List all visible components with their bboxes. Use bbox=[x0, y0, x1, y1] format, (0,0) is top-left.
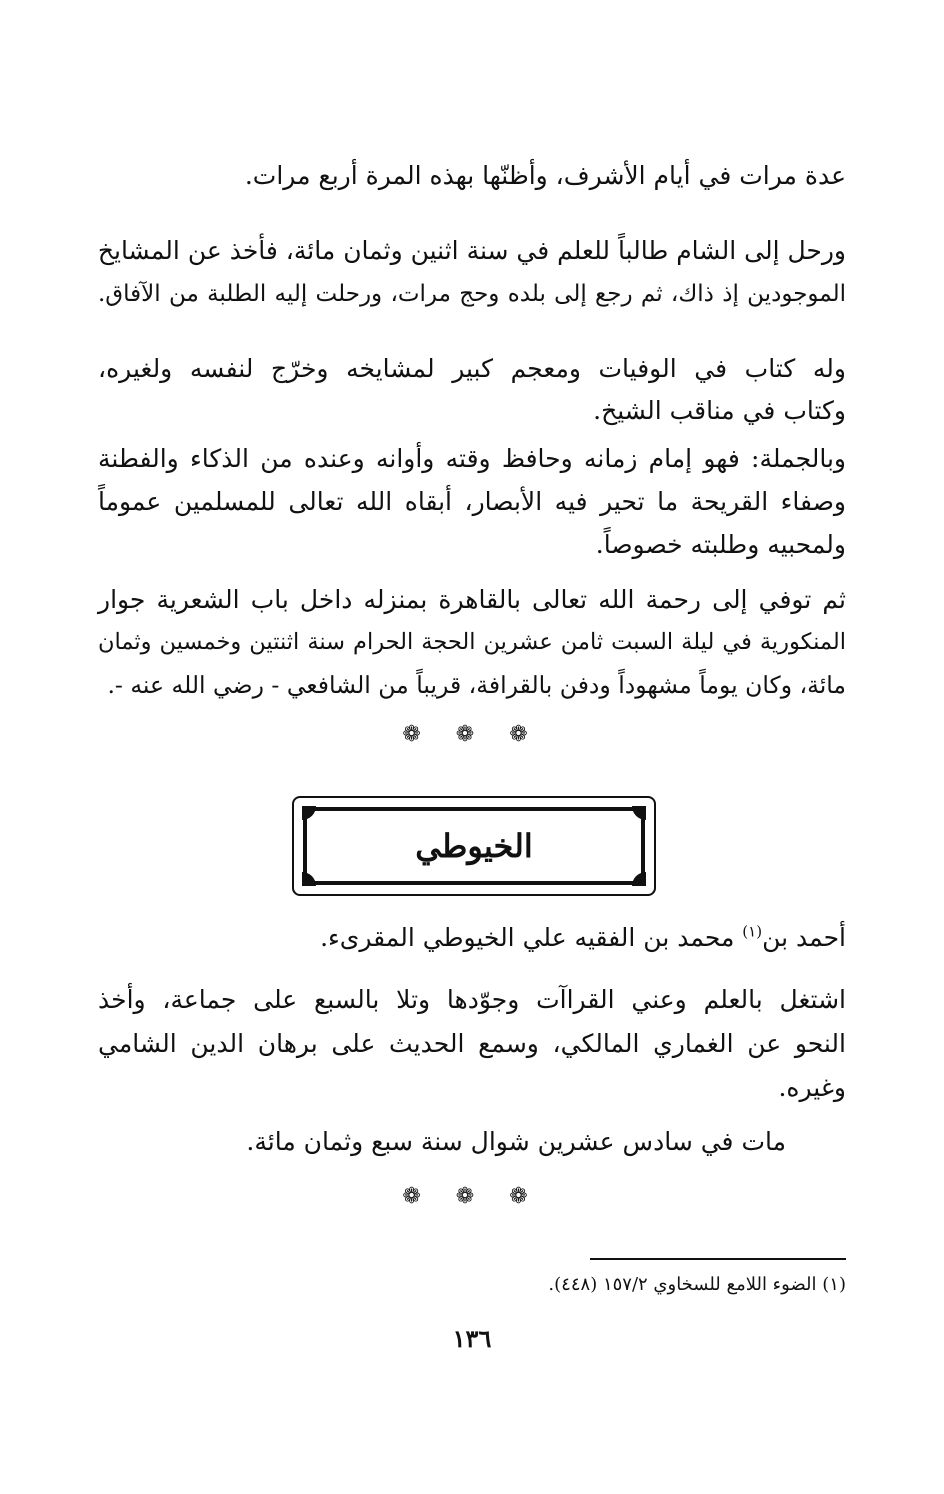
section-title-frame bbox=[292, 796, 656, 896]
section-title: الخيوطي bbox=[415, 827, 533, 865]
text-line: وصفاء القريحة ما تحير فيه الأبصار، أبقاه الله تعالى للمسلمين عموماً bbox=[98, 487, 846, 516]
entry-name-before: أحمد بن bbox=[762, 923, 846, 952]
entry-name-line bbox=[98, 920, 846, 956]
text-line: مات في سادس عشرين شوال سنة سبع وثمان مائة. bbox=[246, 1127, 786, 1156]
text-line: المنكورية في ليلة السبت ثامن عشرين الحجة الحرام سنة اثنتين وخمسين وثمان bbox=[98, 629, 846, 655]
text-line: عدة مرات في أيام الأشرف، وأظنّها بهذه المرة أربع مرات. bbox=[244, 161, 846, 190]
text-line: وغيره. bbox=[778, 1073, 846, 1102]
text-line: الموجودين إذ ذاك، ثم رجع إلى بلده وحج مرات، ورحلت إليه الطلبة من الآفاق. bbox=[98, 281, 846, 307]
text-line: ورحل إلى الشام طالباً للعلم في سنة اثنين وثمان مائة، فأخذ عن المشايخ bbox=[97, 236, 846, 265]
entry-name-after: محمد بن الفقيه علي الخيوطي المقرىء. bbox=[320, 923, 743, 952]
footnote: (١) الضوء اللامع للسخاوي ١٥٧/٢ (٤٤٨). bbox=[548, 1274, 846, 1295]
text-line: النحو عن الغماري المالكي، وسمع الحديث على برهان الدين الشامي bbox=[98, 1029, 846, 1058]
ornament-separator: ❁ ❁ ❁ bbox=[402, 722, 542, 747]
text-line: اشتغل بالعلم وعني القراآت وجوّدها وتلا بالسبع على جماعة، وأخذ bbox=[98, 985, 846, 1014]
footnote-marker: (١) bbox=[742, 922, 763, 941]
text-line: وبالجملة: فهو إمام زمانه وحافظ وقته وأوانه وعنده من الذكاء والفطنة bbox=[98, 444, 846, 473]
ornament-separator: ❁ ❁ ❁ bbox=[402, 1184, 542, 1209]
text-line: وكتاب في مناقب الشيخ. bbox=[593, 396, 846, 425]
text-line: ولمحبيه وطلبته خصوصاً. bbox=[595, 530, 846, 559]
page-number: ١٣٦ bbox=[452, 1324, 492, 1353]
text-line: مائة، وكان يوماً مشهوداً ودفن بالقرافة، قريباً من الشافعي - رضي الله عنه -. bbox=[107, 671, 846, 699]
footnote-rule bbox=[590, 1258, 846, 1260]
text-line: وله كتاب في الوفيات ومعجم كبير لمشايخه وخرّج لنفسه ولغيره، bbox=[98, 354, 846, 383]
text-line: ثم توفي إلى رحمة الله تعالى بالقاهرة بمنزله داخل باب الشعرية جوار bbox=[98, 585, 846, 614]
